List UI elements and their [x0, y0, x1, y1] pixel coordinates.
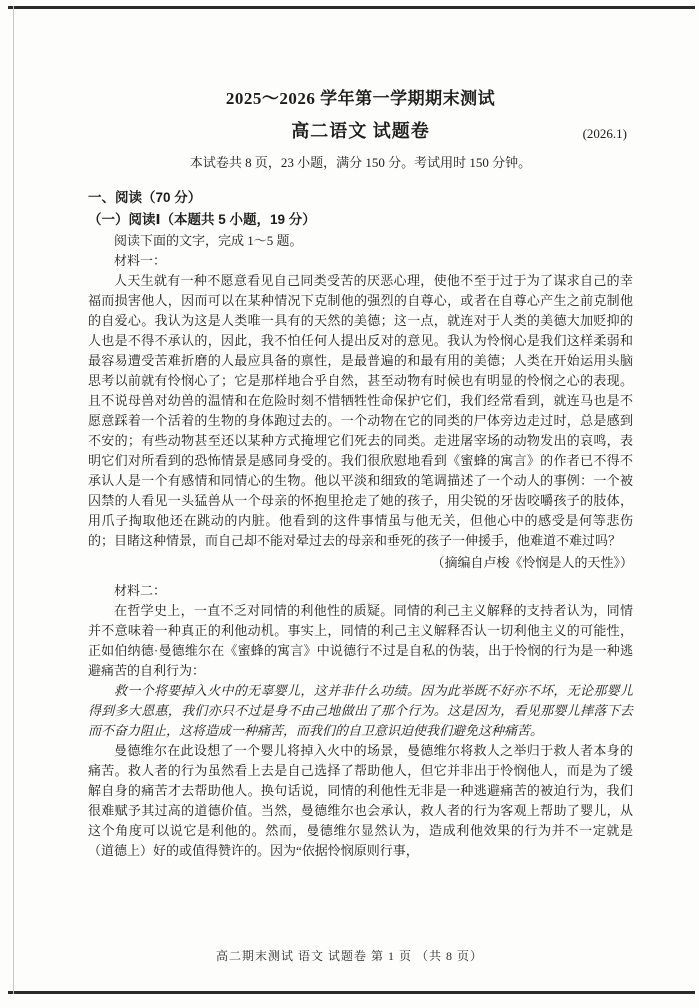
scan-edge-top — [8, 6, 695, 9]
page-footer: 高二期末测试 语文 试题卷 第 1 页 （共 8 页） — [215, 949, 483, 963]
reading-instruction: 阅读下面的文字，完成 1～5 题。 — [114, 233, 303, 248]
exam-info-line: 本试卷共 8 页，23 小题，满分 150 分。考试用时 150 分钟。 — [189, 155, 532, 170]
exam-subtitle: 高二语文 试题卷 — [291, 121, 430, 141]
scan-edge-left — [13, 6, 14, 994]
material1-label: 材料一： — [114, 253, 167, 268]
exam-date: (2026.1) — [582, 126, 627, 141]
subsection-reading1-heading: （一）阅读Ⅰ（本题共 5 小题，19 分） — [88, 212, 316, 227]
subtitle-row — [88, 117, 633, 143]
material1-attribution: （摘编自卢梭《怜悯是人的天性》） — [431, 555, 633, 570]
exam-title: 2025～2026 学年第一学期期末测试 — [225, 89, 496, 108]
material1-text: 人天生就有一种不愿意看见自己同类受苦的厌恶心理，使他不至于过于为了谋求自己的幸福而损害他人，因而可以在某种情况下克制他的强烈的自尊心，或者在自尊心产生之前克制他的自爱心。我认为这是人类唯一具有的天然的美德；这一点，就连对于人类的美德大加贬抑的人也是不得不承认的，因此，我不怕任何人提出反对的意见。我认为怜悯心是我们这样柔弱和最容易遭受苦难折磨的人最应具备的禀性，是最普遍的和最有用的美德；人类在开始运用头脑思考以前就有怜悯心了；它是那样地合乎自然，甚至动物有时候也有明显的怜悯之心的表现。且不说母兽对幼兽的温情和在危险时刻不惜牺牲性命保护它们，我们经常看到，就连马也是不愿意踩着一个活着的生物的身体跑过去的。一个动物在它的同类的尸体旁边走过时，总是感到不安的；有些动物甚至还以某种方式掩埋它们死去的同类。走进屠宰场的动物发出的哀鸣，表明它们对所看到的恐怖情景是感同身受的。我们很欣慰地看到《蜜蜂的寓言》的作者已不得不承认人是一个有感情和同情心的生物。他以平淡和细致的笔调描述了一个动人的事例：一个被囚禁的人看见一头猛兽从一个母亲的怀抱里抢走了她的孩子，用尖锐的牙齿咬嚼孩子的肢体，用爪子掏取他还在跳动的内脏。他看到的这件事情虽与他无关，但他心中的感受是何等悲伤的；目睹这种情景，而自己却不能对晕过去的母亲和垂死的孩子一伸援手，他难道不难过吗？ — [88, 273, 633, 548]
section-reading-heading: 一、阅读（70 分） — [88, 190, 202, 205]
page-content — [88, 84, 633, 861]
material2-paragraph1: 在哲学史上，一直不乏对同情的利他性的质疑。同情的利己主义解释的支持者认为，同情并不意味着一种真正的利他动机。事实上，同情的利己主义解释否认一切利他主义的可能性，正如伯纳德·曼德维尔在《蜜蜂的寓言》中说德行不过是自私的伪装，出于怜悯的行为是一种逃避痛苦的自利行为： — [88, 603, 633, 678]
material2-label: 材料二： — [114, 583, 167, 598]
material2-quote: 救一个将要掉入火中的无辜婴儿，这并非什么功绩。因为此举既不好亦不坏，无论那婴儿得到多大恩惠，我们亦只不过是身不由己地做出了那个行为。这是因为，看见那婴儿摔落下去而不奋力阻止，这将造成一种痛苦，而我们的自卫意识迫使我们避免这种痛苦。 — [88, 683, 633, 738]
material2-paragraph2: 曼德维尔在此设想了一个婴儿将掉入火中的场景，曼德维尔将救人之举归于救人者本身的痛苦。救人者的行为虽然看上去是自己选择了帮助他人，但它并非出于怜悯他人，而是为了缓解自身的痛苦才去帮助他人。换句话说，同情的利他性无非是一种逃避痛苦的被迫行为，我们很难赋予其过高的道德价值。当然，曼德维尔也会承认，救人者的行为客观上帮助了婴儿，从这个角度可以说它是利他的。然而，曼德维尔显然认为，造成利他效果的行为并不一定就是（道德上）好的或值得赞许的。因为“依据怜悯原则行事， — [88, 743, 633, 858]
scan-edge-bottom — [8, 991, 695, 994]
